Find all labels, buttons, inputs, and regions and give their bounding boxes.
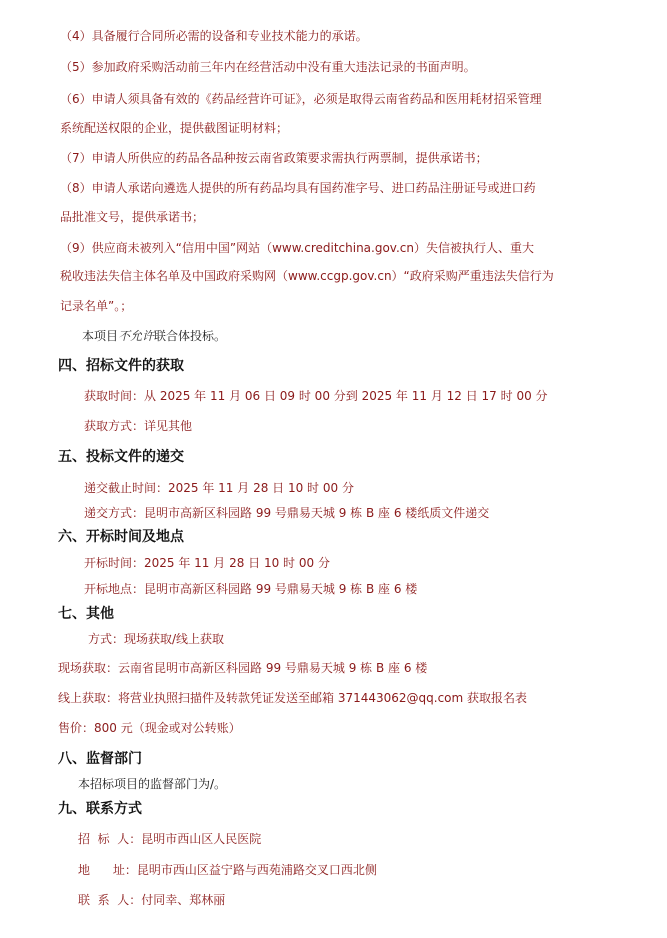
consortium-prefix: 本项目 (82, 329, 119, 343)
section-7-price: 售价：800 元（现金或对公转账） (58, 721, 241, 735)
section-4-method: 获取方式：详见其他 (84, 419, 193, 433)
section-7-heading: 七、其他 (58, 606, 114, 622)
section-8-heading: 八、监督部门 (58, 751, 142, 767)
requirement-item-9-line-1: （9）供应商未被列入“信用中国”网站（www.creditchina.gov.cn）失信被执行人、重大 (60, 241, 534, 255)
section-9-address: 地 址：昆明市西山区益宁路与西苑浦路交叉口西北侧 (78, 863, 377, 877)
requirement-item-4: （4）具备履行合同所必需的设备和专业技术能力的承诺。 (60, 29, 368, 43)
requirement-item-9-line-2: 税收违法失信主体名单及中国政府采购网（www.ccgp.gov.cn）“政府采购严重违法失信行为 (60, 269, 554, 283)
section-4-heading: 四、招标文件的获取 (58, 358, 184, 374)
section-5-deadline: 递交截止时间：2025 年 11 月 28 日 10 时 00 分 (84, 481, 354, 495)
section-5-place: 递交方式：昆明市高新区科园路 99 号鼎易天城 9 栋 B 座 6 楼纸质文件递交 (84, 506, 490, 520)
requirement-item-8-line-1: （8）申请人承诺向遴选人提供的所有药品均具有国药准字号、进口药品注册证号或进口药 (60, 181, 536, 195)
section-9-contact: 联 系 人：付同幸、郑林丽 (78, 893, 226, 907)
consortium-statement (82, 328, 226, 344)
consortium-emphasis: 不允许 (118, 329, 155, 343)
requirement-item-6-line-2: 系统配送权限的企业，提供截图证明材料； (60, 121, 289, 135)
section-5-heading: 五、投标文件的递交 (58, 449, 184, 465)
section-6-heading: 六、开标时间及地点 (58, 529, 184, 545)
section-7-onsite: 现场获取：云南省昆明市高新区科园路 99 号鼎易天城 9 栋 B 座 6 楼 (58, 661, 428, 675)
requirement-item-7: （7）申请人所供应的药品各品种按云南省政策要求需执行两票制，提供承诺书； (60, 151, 488, 165)
requirement-item-9-line-3: 记录名单”。； (60, 299, 133, 313)
section-7-online: 线上获取：将营业执照扫描件及转款凭证发送至邮箱 371443062@qq.com 获取报名表 (58, 691, 528, 705)
consortium-suffix: 联合体投标。 (154, 329, 227, 343)
section-4-time: 获取时间：从 2025 年 11 月 06 日 09 时 00 分到 2025 年 11 月 12 日 17 时 00 分 (84, 389, 548, 403)
requirement-item-5: （5）参加政府采购活动前三年内在经营活动中没有重大违法记录的书面声明。 (60, 60, 476, 74)
section-9-tenderer: 招 标 人：昆明市西山区人民医院 (78, 832, 262, 846)
section-8-text: 本招标项目的监督部门为/。 (78, 777, 227, 791)
section-9-heading: 九、联系方式 (58, 801, 142, 817)
requirement-item-8-line-2: 品批准文号，提供承诺书； (60, 210, 205, 224)
requirement-item-6-line-1: （6）申请人须具备有效的《药品经营许可证》，必须是取得云南省药品和医用耗材招采管理 (60, 92, 542, 106)
section-7-method: 方式：现场获取/线上获取 (88, 632, 225, 646)
section-6-time: 开标时间：2025 年 11 月 28 日 10 时 00 分 (84, 556, 330, 570)
section-6-place: 开标地点：昆明市高新区科园路 99 号鼎易天城 9 栋 B 座 6 楼 (84, 582, 418, 596)
